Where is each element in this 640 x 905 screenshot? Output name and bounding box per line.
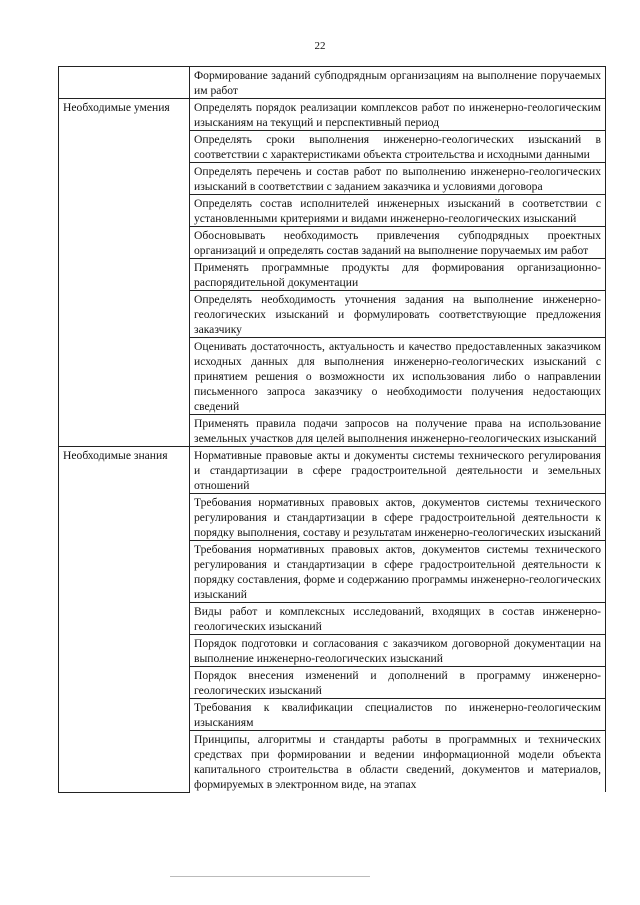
table-row bbox=[59, 67, 606, 99]
competency-table bbox=[58, 66, 606, 793]
row-text: Принципы, алгоритмы и стандарты работы в программных и технических средствах при формировании и ведении информационной модели объекта капитального строительства в области сведений, документов и материалов, формируемых в электронном виде, на этапах bbox=[190, 731, 606, 793]
row-text: Определять состав исполнителей инженерных изысканий в соответствии с установленными критериями и видами инженерно-геологических изысканий bbox=[190, 195, 606, 227]
row-text: Определять сроки выполнения инженерно-геологических изысканий в соответствии с характеристиками объекта строительства и исходными данными bbox=[190, 131, 606, 163]
row-text: Определять необходимость уточнения задания на выполнение инженерно-геологических изысканий и формулировать соответствующие предложения заказчику bbox=[190, 291, 606, 338]
row-text: Применять программные продукты для формирования организационно-распорядительной документации bbox=[190, 259, 606, 291]
row-text: Определять порядок реализации комплексов работ по инженерно-геологическим изысканиям на текущий и перспективный период bbox=[190, 99, 606, 131]
page-number: 22 bbox=[314, 40, 326, 52]
row-text: Порядок подготовки и согласования с заказчиком договорной документации на выполнение инженерно-геологических изысканий bbox=[190, 635, 606, 667]
section-label-skills: Необходимые умения bbox=[59, 99, 190, 447]
table-row bbox=[59, 99, 606, 131]
section-label-knowledge: Необходимые знания bbox=[59, 447, 190, 793]
row-text: Применять правила подачи запросов на получение права на использование земельных участков для целей выполнения инженерно-геологических изысканий bbox=[190, 415, 606, 447]
row-label bbox=[59, 67, 190, 99]
row-text: Обосновывать необходимость привлечения субподрядных проектных организаций и определять состав заданий на выполнение поручаемых им работ bbox=[190, 227, 606, 259]
table-row bbox=[59, 447, 606, 494]
row-text: Виды работ и комплексных исследований, входящих в состав инженерно-геологических изысканий bbox=[190, 603, 606, 635]
row-text: Оценивать достаточность, актуальность и качество предоставленных заказчиком исходных данных для выполнения инженерно-геологических изысканий с принятием решения о возможности их использования либо о направлении письменного запроса заказчику о необходимости получения недостающих сведений bbox=[190, 338, 606, 415]
footer-divider bbox=[170, 876, 370, 877]
row-text: Порядок внесения изменений и дополнений в программу инженерно-геологических изысканий bbox=[190, 667, 606, 699]
row-text: Требования к квалификации специалистов по инженерно-геологическим изысканиям bbox=[190, 699, 606, 731]
row-text: Определять перечень и состав работ по выполнению инженерно-геологических изысканий в соответствии с заданием заказчика и условиями договора bbox=[190, 163, 606, 195]
row-text: Нормативные правовые акты и документы системы технического регулирования и стандартизации в сфере градостроительной деятельности и земельных отношений bbox=[190, 447, 606, 494]
row-text: Формирование заданий субподрядным организациям на выполнение поручаемых им работ bbox=[190, 67, 606, 99]
row-text: Требования нормативных правовых актов, документов системы технического регулирования и стандартизации в сфере градостроительной деятельности к порядку составления, форме и содержанию программы инженерно-геологических изысканий bbox=[190, 541, 606, 603]
row-text: Требования нормативных правовых актов, документов системы технического регулирования и стандартизации в сфере градостроительной деятельности к порядку выполнения, составу и результатам инженерно-геологических изысканий bbox=[190, 494, 606, 541]
